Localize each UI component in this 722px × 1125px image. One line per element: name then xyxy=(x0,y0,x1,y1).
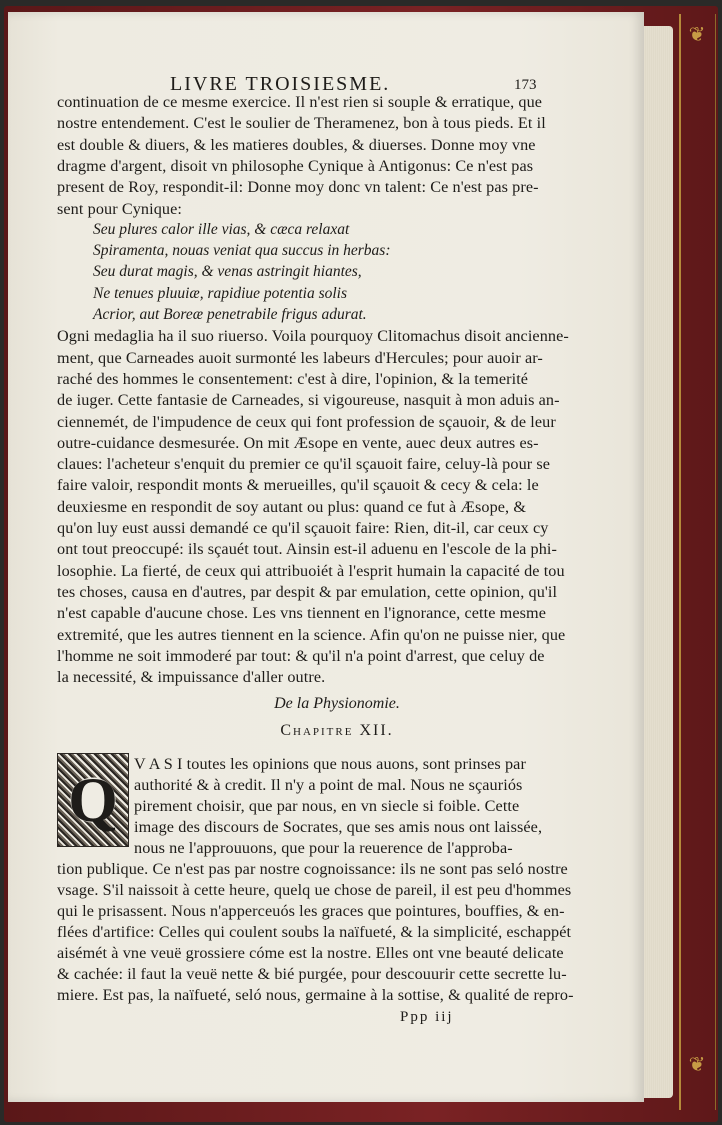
body-line: claues: l'acheteur s'enquit du premier ce qu'il sçauoit faire, celuy-là pour se xyxy=(57,455,551,474)
body-line: sent pour Cynique: xyxy=(57,199,182,218)
dropcap-letter: Q xyxy=(68,764,118,836)
body-line: & cachée: il faut la veuë nette & bié purgée, pour descouurir cette secrette lu- xyxy=(57,965,567,984)
body-line: flées d'artifice: Celles qui coulent soubs la naïfueté, & la simplicité, eschappét xyxy=(57,923,572,942)
body-line: losophie. La fierté, de ceux qui attribuoiét à l'esprit humain la capacité de tou xyxy=(57,561,565,580)
body-line: ciennemét, de l'impudence de ceux qui font profession de sçauoir, & de leur xyxy=(57,412,556,431)
body-line: de iuger. Cette fantasie de Carneades, si vigoureuse, nasquit à mon aduis an- xyxy=(57,391,560,410)
body-line: aisémét à vne veuë grossiere cóme est la nostre. Elles ont vne beauté delicate xyxy=(57,944,564,963)
ornament-bottom-icon: ❦ xyxy=(688,1054,706,1076)
body-line: authorité & à credit. Il n'y a point de mal. Nous ne sçauriós xyxy=(134,776,523,795)
chapter-heading: Chapitre XII. xyxy=(280,722,394,740)
body-line: tion publique. Ce n'est pas par nostre cognoissance: ils ne sont pas seló nostre xyxy=(57,860,568,879)
body-line: deuxiesme en respondit de soy autant ou plus: quand ce fut à Æsope, & xyxy=(57,497,527,516)
body-line: pirement choisir, que par nous, en vn siecle si foible. Cette xyxy=(134,797,520,816)
gilt-spine-border xyxy=(679,14,716,1110)
body-line: nostre entendement. C'est le soulier de Theramenez, bon à tous pieds. Et il xyxy=(57,114,546,133)
bleed-through xyxy=(250,198,254,215)
body-line: n'est capable d'aucune chose. Les vns tiennent en l'ignorance, cette mesme xyxy=(57,604,546,623)
verse-line: Seu plures calor ille vias, & cæca relaxat xyxy=(93,220,350,238)
section-title: De la Physionomie. xyxy=(274,695,400,713)
body-line: est double & diuers, & les matieres doubles, & diuerses. Donne moy vne xyxy=(57,135,536,154)
running-title: LIVRE TROISIESME. xyxy=(170,73,391,95)
body-line: l'homme ne soit immoderé par tout: & qu'il n'a point d'arrest, que celuy de xyxy=(57,646,545,665)
body-line: extremité, que les autres tiennent en la science. Afin qu'on ne puisse nier, que xyxy=(57,625,566,644)
body-line: la necessité, & impuissance d'aller outre. xyxy=(57,668,326,687)
verse-line: Seu durat magis, & venas astringit hiantes, xyxy=(93,263,362,281)
body-line: continuation de ce mesme exercice. Il n'est rien si souple & erratique, que xyxy=(57,93,543,111)
body-line: outre-cuidance desmesurée. On mit Æsope en vente, auec deux autres es- xyxy=(57,433,539,452)
verse-line: Acrior, aut Boreæ penetrabile frigus adurat. xyxy=(93,306,367,323)
verse-line: Spiramenta, nouas veniat qua succus in herbas: xyxy=(93,242,391,260)
signature-mark: Ppp iij xyxy=(400,1009,454,1026)
body-line: miere. Est pas, la naïfueté, seló nous, germaine à la sottise, & qualité de repro- xyxy=(57,986,574,1005)
ornament-top-icon: ❦ xyxy=(688,24,706,46)
body-line: nous ne l'approuuons, que pour la reuerence de l'approba- xyxy=(134,839,513,858)
body-line: qui le prisassent. Nous n'apperceuós les graces que pointures, bouffies, & en- xyxy=(57,902,565,921)
body-line: qu'on luy eust aussi demandé ce qu'il sçauoit faire: Rien, dit-il, car ceux cy xyxy=(57,519,549,537)
body-line: ment, que Carneades auoit surmonté les labeurs d'Hercules; pour auoir ar- xyxy=(57,348,543,367)
decorated-initial xyxy=(57,753,129,847)
body-line: vsage. S'il naissoit à cette heure, quelq ue chose de pareil, il est peu d'hommes xyxy=(57,881,572,900)
folio-number: 173 xyxy=(514,77,537,93)
body-line: raché des hommes le consentement: c'est à dire, l'opinion, & la temerité xyxy=(57,369,529,388)
verse-line: Ne tenues pluuiæ, rapidiue potentia solis xyxy=(93,284,348,302)
body-line: V A S I toutes les opinions que nous auons, sont prinses par xyxy=(134,755,526,774)
body-line: present de Roy, respondit-il: Donne moy donc vn talent: Ce n'est pas pre- xyxy=(57,178,539,197)
body-line: tes choses, causa en d'autres, par despit & par emulation, cette opinion, qu'il xyxy=(57,582,558,601)
body-line: image des discours de Socrates, que ses amis nous ont laissée, xyxy=(134,818,543,837)
body-line: faire valoir, respondit monts & merueilles, qu'il sçauoit & cecy & cela: le xyxy=(57,476,539,495)
body-line: dragme d'argent, disoit vn philosophe Cynique à Antigonus: Ce n'est pas xyxy=(57,156,534,175)
body-line: ont tout preoccupé: ils sçauét tout. Ainsin est-il aduenu en l'escole de la phi- xyxy=(57,540,558,559)
body-line: Ogni medaglia ha il suo riuerso. Voila pourquoy Clitomachus disoit ancienne- xyxy=(57,327,569,346)
